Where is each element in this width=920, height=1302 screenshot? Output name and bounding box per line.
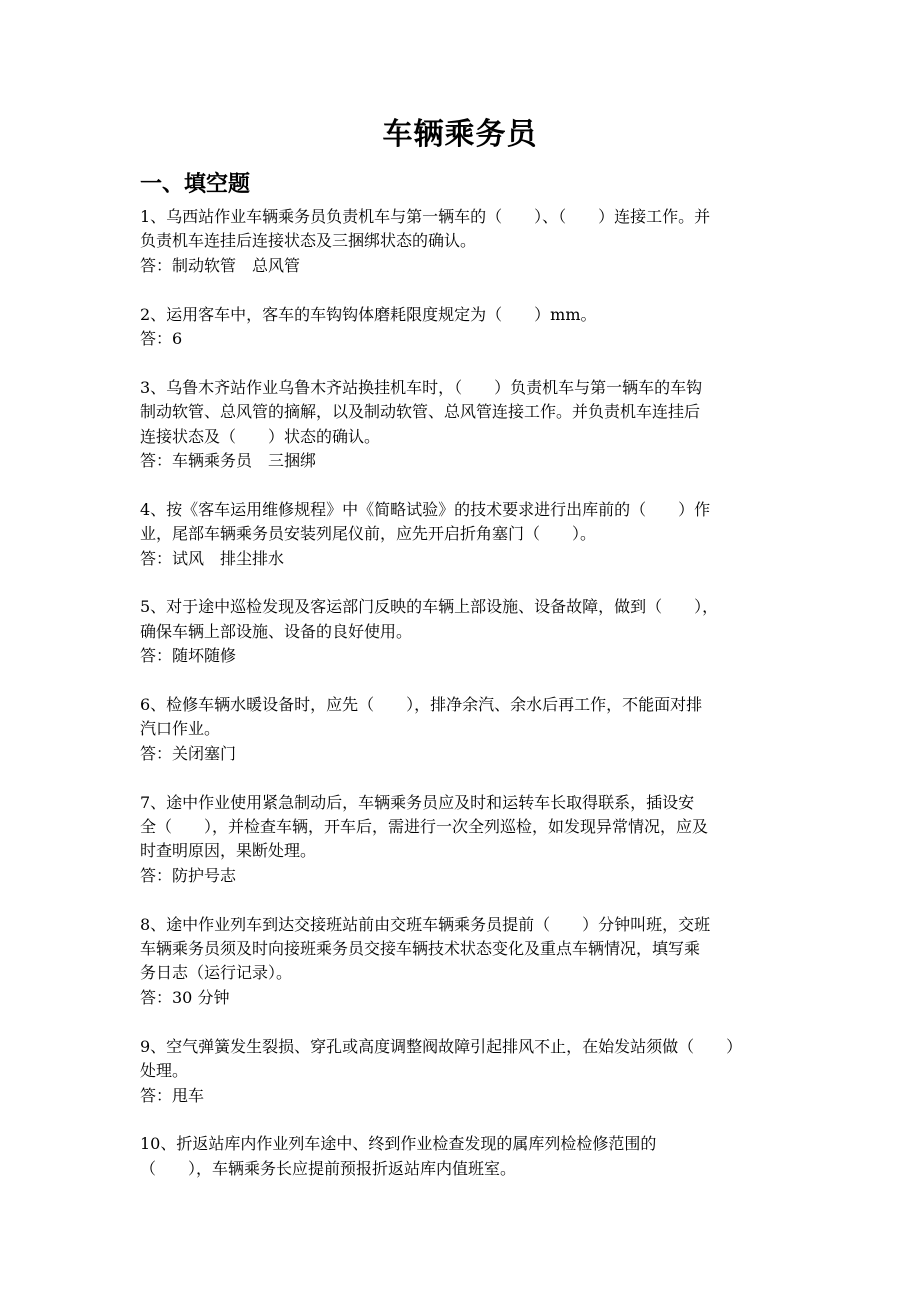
answer-text: 答：试风 排尘排水 bbox=[140, 548, 285, 568]
question-item bbox=[140, 913, 800, 1011]
question-text-line: 10、折返站库内作业列车途中、终到作业检查发现的属库列检检修范围的 bbox=[140, 1134, 657, 1154]
question-item bbox=[140, 595, 800, 668]
answer-text: 答：关闭塞门 bbox=[140, 743, 237, 763]
question-text-line: 8、途中作业列车到达交接班站前由交班车辆乘务员提前（ ）分钟叫班，交班 bbox=[140, 914, 711, 934]
answer-text: 答：制动软管 总风管 bbox=[140, 255, 301, 275]
question-text-line: 1、乌西站作业车辆乘务员负责机车与第一辆车的（ ）、（ ）连接工作。并 bbox=[140, 207, 711, 226]
question-item bbox=[140, 498, 800, 571]
section-heading: 一、填空题 bbox=[140, 172, 251, 197]
question-text-line: 2、运用客车中，客车的车钩钩体磨耗限度规定为（ ）mm。 bbox=[140, 304, 597, 324]
question-text-line: 时查明原因，果断处理。 bbox=[140, 841, 317, 861]
question-text-line: 6、检修车辆水暖设备时，应先（ ），排净余汽、余水后再工作，不能面对排 bbox=[140, 695, 703, 715]
question-text-line: （ ），车辆乘务长应提前预报折返站库内值班室。 bbox=[140, 1158, 517, 1178]
question-text-line: 3、乌鲁木齐站作业乌鲁木齐站换挂机车时，（ ）负责机车与第一辆车的车钩 bbox=[140, 377, 703, 397]
question-text-line: 4、按《客车运用维修规程》中《简略试验》的技术要求进行出库前的（ ）作 bbox=[140, 499, 711, 519]
answer-text: 答：随坏随修 bbox=[140, 646, 237, 666]
question-item bbox=[140, 1132, 800, 1181]
question-text-line: 制动软管、总风管的摘解，以及制动软管、总风管连接工作。并负责机车连挂后 bbox=[140, 402, 701, 422]
question-item bbox=[140, 693, 800, 766]
answer-text: 答：30 分钟 bbox=[140, 987, 230, 1007]
question-text-line: 5、对于途中巡检发现及客运部门反映的车辆上部设施、设备故障，做到（ ）， bbox=[140, 597, 719, 617]
question-list bbox=[140, 205, 800, 1206]
question-text-line: 9、空气弹簧发生裂损、穿孔或高度调整阀故障引起排风不止，在始发站须做（ ） bbox=[140, 1036, 743, 1056]
answer-text: 答：车辆乘务员 三捆绑 bbox=[140, 451, 317, 471]
question-text-line: 连接状态及（ ）状态的确认。 bbox=[140, 426, 381, 446]
question-item bbox=[140, 376, 800, 474]
answer-text: 答：防护号志 bbox=[140, 865, 237, 885]
question-text-line: 处理。 bbox=[140, 1061, 189, 1081]
question-item bbox=[140, 1035, 800, 1108]
answer-text: 答：甩车 bbox=[140, 1085, 205, 1105]
question-text-line: 全（ ），并检查车辆，开车后，需进行一次全列巡检，如发现异常情况，应及 bbox=[140, 817, 709, 837]
question-text-line: 负责机车连挂后连接状态及三捆绑状态的确认。 bbox=[140, 231, 477, 251]
document-title: 车辆乘务员 bbox=[382, 117, 538, 152]
question-item bbox=[140, 303, 800, 352]
question-text-line: 汽口作业。 bbox=[140, 719, 221, 739]
question-text-line: 7、途中作业使用紧急制动后，车辆乘务员应及时和运转车长取得联系，插设安 bbox=[140, 792, 695, 812]
answer-text: 答：6 bbox=[140, 329, 183, 349]
question-text-line: 车辆乘务员须及时向接班乘务员交接车辆技术状态变化及重点车辆情况，填写乘 bbox=[140, 939, 701, 959]
question-text-line: 确保车辆上部设施、设备的良好使用。 bbox=[140, 621, 413, 641]
question-item bbox=[140, 791, 800, 889]
question-text-line: 业，尾部车辆乘务员安装列尾仪前，应先开启折角塞门（ ）。 bbox=[140, 524, 597, 544]
question-text-line: 务日志（运行记录）。 bbox=[140, 963, 293, 983]
question-item bbox=[140, 205, 800, 278]
